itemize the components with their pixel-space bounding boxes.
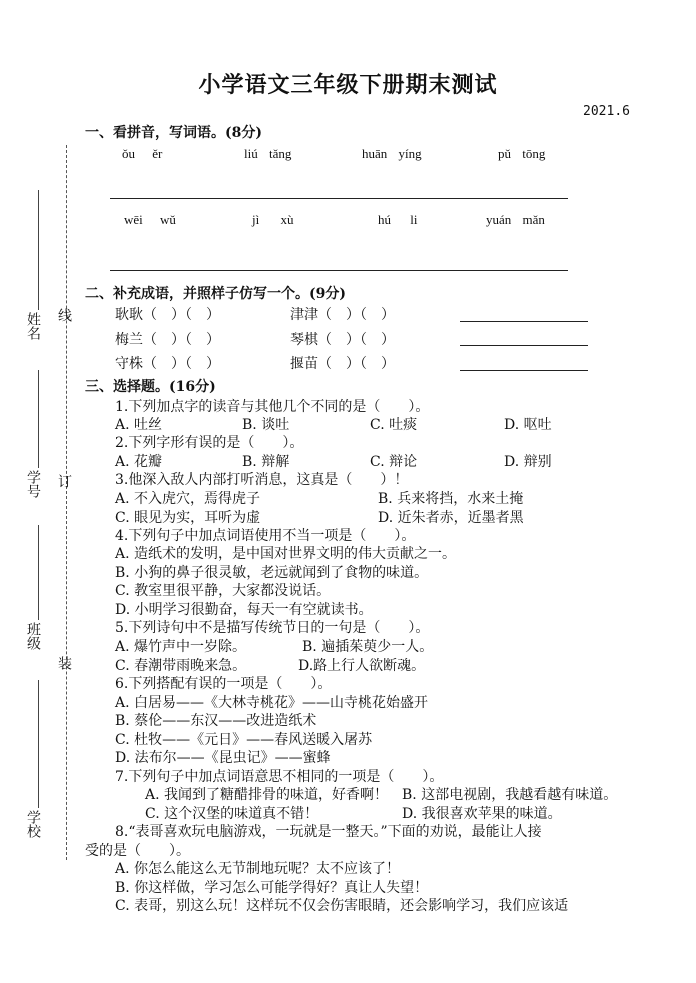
idiom-5: 守株（ ）（ ） bbox=[115, 356, 220, 372]
question-7: 7.下列句子中加点词语意思不相同的一项是（ ）。 bbox=[115, 769, 444, 785]
idiom-blank-1[interactable] bbox=[460, 321, 588, 322]
page-title: 小学语文三年级下册期末测试 bbox=[198, 72, 498, 98]
pinyin-8: yuán mǎn bbox=[486, 212, 545, 227]
q5-option-d: D.路上行人欲断魂。 bbox=[298, 658, 426, 674]
question-1: 1.下列加点字的读音与其他几个不同的是（ ）。 bbox=[115, 399, 430, 415]
section3-heading: 三、选择题。(16分) bbox=[85, 379, 216, 395]
q2-option-c: C. 辩论 bbox=[370, 454, 418, 470]
pinyin-2: liú tǎng bbox=[244, 146, 292, 161]
idiom-1: 耿耿（ ）（ ） bbox=[115, 307, 220, 323]
q8-option-c: C. 表哥，别这么玩！这样玩不仅会伤害眼睛，还会影响学习，我们应该适 bbox=[115, 898, 569, 914]
q7-option-b: B. 这部电视剧，我越看越有味道。 bbox=[402, 787, 618, 803]
pinyin-3: huān yíng bbox=[362, 146, 422, 161]
question-8-cont: 受的是（ ）。 bbox=[85, 843, 190, 859]
question-3: 3.他深入敌人内部打听消息，这真是（ ）！ bbox=[115, 472, 409, 488]
q5-option-a: A. 爆竹声中一岁除。 bbox=[115, 639, 247, 655]
q6-option-a: A. 白居易——《大林寺桃花》——山寺桃花始盛开 bbox=[115, 695, 429, 711]
q6-option-b: B. 蔡伦——东汉——改进造纸术 bbox=[115, 713, 317, 729]
q2-option-b: B. 辩解 bbox=[242, 454, 290, 470]
q5-option-b: B. 遍插茱萸少一人。 bbox=[302, 639, 434, 655]
school-underline bbox=[38, 680, 39, 808]
binding-char-order: 订 bbox=[56, 474, 72, 488]
question-4: 4.下列句子中加点词语使用不当一项是（ ）。 bbox=[115, 528, 416, 544]
idiom-6: 揠苗（ ）（ ） bbox=[290, 356, 395, 372]
q6-option-c: C. 杜牧——《元日》——春风送暖入屠苏 bbox=[115, 732, 373, 748]
class-underline bbox=[38, 525, 39, 620]
label-class: 班级 bbox=[25, 622, 41, 650]
pinyin-5: wēi wǔ bbox=[124, 212, 176, 227]
section2-heading: 二、补充成语，并照样子仿写一个。(9分) bbox=[85, 286, 346, 302]
q1-option-d: D. 呕吐 bbox=[504, 417, 552, 433]
q7-option-a: A. 我闻到了糖醋排骨的味道，好香啊！ bbox=[145, 787, 389, 803]
label-name: 姓名 bbox=[25, 312, 41, 340]
exam-date: 2021.6 bbox=[583, 104, 630, 119]
label-school: 学校 bbox=[25, 810, 41, 838]
q6-option-d: D. 法布尔——《昆虫记》——蜜蜂 bbox=[115, 750, 331, 766]
writing-line-1[interactable] bbox=[110, 198, 568, 199]
q8-option-a: A. 你怎么能这么无节制地玩呢？太不应该了！ bbox=[115, 861, 401, 877]
idiom-2: 津津（ ）（ ） bbox=[290, 307, 395, 323]
q2-option-a: A. 花瓣 bbox=[115, 454, 163, 470]
question-5: 5.下列诗句中不是描写传统节日的一句是（ ）。 bbox=[115, 620, 430, 636]
question-6: 6.下列搭配有误的一项是（ ）。 bbox=[115, 676, 332, 692]
q4-option-d: D. 小明学习很勤奋，每天一有空就读书。 bbox=[115, 602, 373, 618]
binding-dashed-line bbox=[66, 145, 67, 860]
q7-option-d: D. 我很喜欢苹果的味道。 bbox=[402, 806, 562, 822]
idiom-blank-3[interactable] bbox=[460, 370, 588, 371]
pinyin-7: hú li bbox=[378, 212, 418, 227]
q8-option-b: B. 你这样做，学习怎么可能学得好？真让人失望！ bbox=[115, 880, 429, 896]
q1-option-a: A. 吐丝 bbox=[115, 417, 163, 433]
binding-char-bind: 装 bbox=[56, 656, 72, 670]
pinyin-6: jì xù bbox=[252, 212, 294, 227]
q3-option-d: D. 近朱者赤，近墨者黑 bbox=[378, 510, 524, 526]
student-id-underline bbox=[38, 370, 39, 468]
idiom-3: 梅兰（ ）（ ） bbox=[115, 332, 220, 348]
q4-option-b: B. 小狗的鼻子很灵敏，老远就闻到了食物的味道。 bbox=[115, 565, 429, 581]
q7-option-c: C. 这个汉堡的味道真不错！ bbox=[145, 806, 319, 822]
q4-option-c: C. 教室里很平静，大家都没说话。 bbox=[115, 583, 331, 599]
q3-option-b: B. 兵来将挡，水来土掩 bbox=[378, 491, 524, 507]
q3-option-a: A. 不入虎穴，焉得虎子 bbox=[115, 491, 261, 507]
name-underline bbox=[38, 190, 39, 310]
label-student-id: 学号 bbox=[25, 470, 41, 498]
q4-option-a: A. 造纸术的发明，是中国对世界文明的伟大贡献之一。 bbox=[115, 546, 457, 562]
pinyin-4: pǔ tōng bbox=[498, 146, 546, 161]
question-2: 2.下列字形有误的是（ ）。 bbox=[115, 435, 304, 451]
question-8: 8.“表哥喜欢玩电脑游戏，一玩就是一整天。”下面的劝说，最能让人接 bbox=[115, 824, 542, 840]
pinyin-1: ǒu ěr bbox=[122, 146, 163, 161]
idiom-4: 琴棋（ ）（ ） bbox=[290, 332, 395, 348]
writing-line-2[interactable] bbox=[110, 270, 568, 271]
q2-option-d: D. 辩别 bbox=[504, 454, 552, 470]
q3-option-c: C. 眼见为实，耳听为虚 bbox=[115, 510, 261, 526]
binding-char-line: 线 bbox=[56, 308, 72, 322]
q1-option-c: C. 吐痰 bbox=[370, 417, 418, 433]
q5-option-c: C. 春潮带雨晚来急。 bbox=[115, 658, 247, 674]
idiom-blank-2[interactable] bbox=[460, 345, 588, 346]
q1-option-b: B. 谈吐 bbox=[242, 417, 290, 433]
section1-heading: 一、看拼音，写词语。(8分) bbox=[85, 125, 262, 141]
